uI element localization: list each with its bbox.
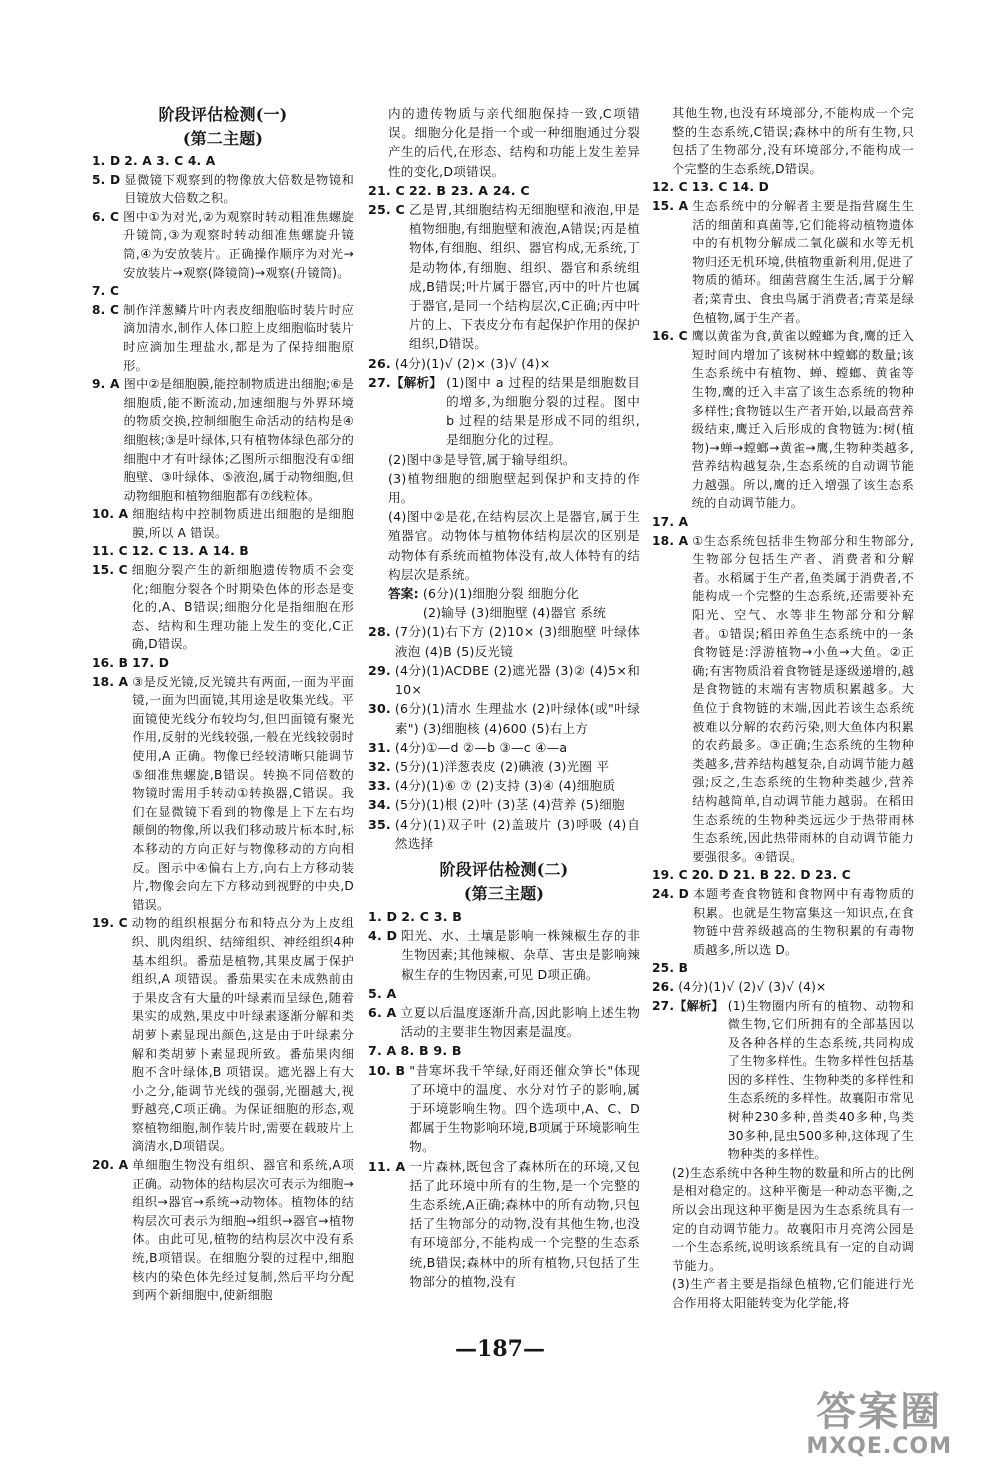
answer-text: 一片森林,既包含了森林所在的环境,又包括了此环境中所有的生物,是一个完整的生态系统,A正确;森林中的所有动物,只包括了生物部分的动物,没有其他生物,也没有环境部分,不能构成一个完整的生态系统,B错误;森林中的所有植物,只包括了生物部分的植物,没有 — [409, 1158, 640, 1289]
answer-text: (1)图中 a 过程的结果是细胞数目的增多,为细胞分裂的过程。图中 b 过程的结果是形成不同的组织,是细胞分化的过程。 — [446, 374, 640, 448]
answer-text: (7分)(1)右下方 (2)10× (3)细胞壁 叶绿体 液泡 (4)B (5)反光镜 — [394, 624, 640, 659]
answer-text: (4分)①—d ②—b ③—c ④—a — [394, 739, 568, 755]
page-number: —187— — [455, 1336, 545, 1362]
answer-item — [368, 1157, 640, 1291]
explanation-27 — [368, 450, 640, 584]
answer-item — [652, 978, 914, 997]
continued-text: 内的遗传物质与亲代细胞保持一致,C项错误。细胞分化是指一个或一种细胞通过分裂产生的后代,在形态、结构和功能上发生差异性的变化,D项错误。 — [388, 106, 640, 179]
answer-list — [368, 907, 640, 1291]
answer-number: 25. C — [368, 202, 405, 218]
answer-item — [92, 152, 354, 171]
column-middle — [368, 104, 640, 1291]
continued-text: 其他生物,也没有环境部分,不能构成一个完整的生态系统,C错误;森林中的所有生物,只包括了生物部分,没有环境部分,不能构成一个完整的生态系统,D错误。 — [672, 106, 914, 176]
answer-number: 20. A — [92, 1158, 129, 1173]
answer-text: (5分)(1)根 (2)叶 (3)茎 (4)营养 (5)细胞 — [394, 797, 625, 813]
explanation-27 — [652, 1164, 914, 1313]
answer-item — [92, 375, 354, 505]
answer-number: 1. D — [92, 154, 121, 168]
answer-item — [92, 914, 354, 1156]
answer-number: 9. A — [92, 377, 120, 392]
answer-text: 本题考查食物链和食物网中有毒物质的积累。也就是生物富集这一知识点,在食物链中营养级越高的生物积累的有毒物质越多,所以选 D。 — [692, 886, 914, 957]
answer-number: 15. A — [652, 198, 689, 213]
answer-number: 19. C — [92, 916, 128, 931]
section-title: 阶段评估检测(二) — [439, 859, 569, 879]
answer-text: 2. A 3. C 4. A — [124, 154, 216, 168]
answer-number: 4. D — [368, 928, 398, 944]
answer-item — [92, 301, 354, 375]
paragraph: (3)植物细胞的细胞壁起到保护和支持的作用。 — [388, 470, 640, 506]
answer-text: ③是反光镜,反光镜共有两面,一面为平面镜,一面为凹面镜,其用途是收集光线。平面镜使光线分布较均匀,但凹面镜有聚光作用,反射的光线较强,一般在光线较弱时使用,A 正确。物像已经较清晰只能调节⑤细准焦螺旋,B错误。转换不同倍数的物镜时需用手转动①转换器,C错误。我们在显微镜下看到的物像是上下左右均颠倒的物像,所以我们移动玻片标本时,标本移动的方向正好与物像移动的方向相反。图示中④偏右上方,向右上方移动装片,物像会向左下方移动到视野的中央,D错误。 — [132, 674, 354, 912]
answer-text: (4分)(1)双子叶 (2)盖玻片 (3)呼吸 (4)自然选择 — [394, 816, 640, 851]
answer-text: ①生态系统包括非生物部分和生物部分,生物部分包括生产者、消费者和分解者。水稻属于生产者,鱼类属于消费者,不能构成一个完整的生态系统,还需要补充阳光、空气、水等非生物部分和分解者。①错误;稻田养鱼生态系统中的一条食物链是:浮游植物→小鱼→大鱼。②正确;有害物质沿着食物链是逐级递增的,越是食物链的末端有害物质积累越多。大鱼位于食物链的末端,因此若该生态系统被难以分解的农药污染,则大鱼体内积累的农药最多。③正确;生态系统的生物种类越多,营养结构越复杂,自动调节能力越强;反之,生态系统的生物种类越少,营养结构越简单,自动调节能力越弱。在稻田生态系统的生物种类远远少于热带雨林生态系统,因此热带雨林的自动调节能力要强很多。④错误。 — [692, 533, 914, 864]
answer-label: 答案: — [388, 586, 419, 602]
paragraph: (3)生产者主要是指绿色植物,它们能进行光合作用将太阳能转变为化学能,将 — [672, 1277, 914, 1310]
answer-text: 乙是胃,其细胞结构无细胞壁和液泡,甲是植物细胞,有细胞壁和液泡,A错误;丙是植物体,有细胞、组织、器官构成,无系统,丁是动物体,有细胞、组织、器官和系统组成,B错误;叶片属于器官,丙中的叶片也属于器官,是同一个结构层次,C正确;丙中叶片的上、下表皮分布有起保护作用的保护组织,D错误。 — [408, 202, 640, 352]
answer-text: 图中②是细胞膜,能控制物质进出细胞;⑥是细胞质,能不断流动,加速细胞与外界环境的物质交换,控制细胞生命活动的结构是④细胞核;③是叶绿体,只有植物体绿色部分的细胞中才有叶绿体;乙图所示细胞没有①细胞壁、③叶绿体、⑤液泡,属于动物细胞,但动物细胞和植物细胞都有⑦线粒体。 — [123, 377, 354, 503]
answer-text: 2. C 3. B — [401, 908, 463, 924]
answer-text: (5分)(1)洋葱表皮 (2)碘液 (3)光圈 平 — [394, 758, 610, 774]
answer-text: (1)生物圈内所有的植物、动物和微生物,它们所拥有的全部基因以及各种各样的生态系统,共同构成了生物多样性。生物多样性包括基因的多样性、生物种类的多样性和生态系统的多样性。故襄阳市常见树种230多种,兽类40多种,鸟类30多种,昆虫500多种,这体现了生物种类的多样性。 — [727, 998, 914, 1162]
answer-text: 22. B 23. A 24. C — [408, 182, 530, 198]
answer-number: 11. C — [92, 544, 128, 559]
answer-text: (4分)(1)⑥ ⑦ (2)支持 (3)④ (4)细胞质 — [394, 778, 616, 794]
answer-item — [368, 1041, 640, 1060]
answer-number: 11. A — [368, 1158, 406, 1174]
answer-item — [92, 208, 354, 282]
answer-text: (4分)(1)√ (2)√ (3)√ (4)× — [678, 979, 827, 994]
paragraph: (2)输导 (3)细胞壁 (4)器官 系统 — [422, 605, 606, 621]
answer-item — [92, 654, 354, 673]
column-left — [92, 104, 354, 1305]
answer-number: 35. — [368, 816, 391, 832]
answer-text: 17. D — [132, 656, 170, 671]
answer-number: 5. D — [92, 172, 121, 187]
answer-number: 1. D — [368, 908, 398, 924]
answer-item — [652, 866, 914, 885]
watermark-url: MXQE.COM — [806, 1434, 952, 1459]
answer-text: (4分)(1)√ (2)× (3)√ (4)× — [394, 355, 551, 371]
answer-number: 32. — [368, 758, 391, 774]
answer-item — [368, 1061, 640, 1157]
answer-number: 24. D — [652, 886, 689, 901]
answer-item — [652, 885, 914, 959]
answer-list — [92, 152, 354, 1305]
answer-number: 31. — [368, 739, 391, 755]
section-subtitle: (第二主题) — [182, 129, 264, 148]
answer-item — [368, 795, 640, 814]
answer-number: 30. — [368, 701, 391, 717]
watermark-logo — [806, 1390, 952, 1434]
answer-item — [92, 561, 354, 654]
answer-item — [368, 776, 640, 795]
answer-number: 17. A — [652, 515, 689, 530]
answer-text: 13. C 14. D — [691, 180, 769, 195]
answer-item — [368, 926, 640, 984]
section-title: 阶段评估检测(一) — [158, 105, 288, 124]
answer-number: 21. C — [368, 182, 405, 198]
answer-text: 阳光、水、土壤是影响一株辣椒生存的非生物因素;其他辣椒、杂草、害虫是影响辣椒生存的生物因素,可见 D项正确。 — [401, 928, 640, 982]
answer-text: 8. B 9. B — [400, 1043, 462, 1059]
answer-text: (4分)(1)ACDBE (2)遮光器 (3)② (4)5×和10× — [394, 662, 640, 698]
answer-item — [368, 815, 640, 853]
answer-item — [652, 197, 914, 327]
section-subtitle: (第三主题) — [463, 883, 545, 903]
answer-number: 12. C — [652, 180, 688, 195]
answer-text: "昔寒坏我千竿绿,好雨还催众笋长"体现了环境中的温度、水分对竹子的影响,属于环境影响生物。四个选项中,A、C、D都属于生物影响环境,B项属于环境影响生物。 — [409, 1062, 640, 1155]
answer-item — [368, 699, 640, 737]
answer-item — [92, 505, 354, 542]
answer-item — [368, 354, 640, 373]
answer-list — [368, 181, 640, 450]
answer-item — [368, 984, 640, 1003]
answer-item — [368, 200, 640, 354]
answer-item — [368, 738, 640, 757]
answer-text: 鹰以黄雀为食,黄雀以螳螂为食,鹰的迁入短时间内增加了该树林中螳螂的数量;该生态系统中有植物、蝉、螳螂、黄雀等生物,鹰的迁入丰富了该生态系统的物种多样性;食物链以生产者开始,以最高营养级结束,鹰迁入后形成的食物链为:树(植物)→蝉→螳螂→黄雀→鹰,生物种类越多,营养结构越复杂,生态系统的自动调节能力越强。所以,鹰的迁入增强了该生态系统的自动调节能力。 — [691, 329, 914, 511]
answer-text: 显微镜下观察到的物像放大倍数是物镜和目镜放大倍数之积。 — [124, 172, 354, 206]
answer-list — [652, 178, 914, 1163]
answer-number: 18. A — [92, 674, 129, 689]
answer-item — [92, 171, 354, 208]
answer-item — [652, 178, 914, 197]
answer-text: 动物的组织根据分布和特点分为上皮组织、肌肉组织、结缔组织、神经组织4种基本组织。番茄是植物,其果皮属于保护组织,A 项错误。番茄果实在未成熟前由于果皮含有大量的叶绿素而呈绿色,随着果实的成熟,果皮中叶绿素逐渐分解和类胡萝卜素显现出颜色,这是由于叶绿素分解和类胡萝卜素显现所致。番茄果肉细胞不含叶绿体,B 项错误。遮光器上有大小之分,能调节光线的强弱,光圈越大,视野越亮,C项正确。为保证细胞的形态,观察植物细胞,制作装片时,需要在载玻片上滴清水,D项错误。 — [131, 916, 354, 1154]
answer-number: 16. C — [652, 329, 688, 344]
answer-number: 8. C — [92, 302, 120, 317]
answer-text: 制作洋葱鳞片叶内表皮细胞临时装片时应滴加清水,制作人体口腔上皮细胞临时装片时应滴加生理盐水,都是为了保持细胞原形。 — [123, 302, 354, 373]
answer-item — [652, 959, 914, 978]
answer-number: 7. C — [92, 284, 120, 299]
answer-item — [368, 661, 640, 699]
paragraph: (2)图中③是导管,属于输导组织。 — [388, 451, 576, 467]
answer-number: 18. A — [652, 533, 689, 548]
answer-item — [368, 181, 640, 200]
answer-number: 10. B — [368, 1062, 406, 1078]
answer-list — [368, 622, 640, 852]
answer-item — [652, 513, 914, 532]
answer-item — [652, 532, 914, 867]
answer-number: 5. A — [368, 985, 397, 1001]
answer-number: 6. A — [368, 1004, 397, 1020]
answer-number: 29. — [368, 662, 391, 678]
answer-number: 15. C — [92, 563, 128, 578]
paragraph: (4)图中②是花,在结构层次上是器官,属于生殖器官。动物体与植物体结构层次的区别是动物体有系统而植物体没有,故人体特有的结构层次是系统。 — [388, 509, 640, 582]
answer-number: 19. C — [652, 868, 688, 883]
answer-text: 立夏以后温度逐渐升高,因此影响上述生物活动的主要非生物因素是温度。 — [400, 1004, 640, 1040]
answer-text: 图中①为对光,②为观察时转动粗准焦螺旋升镜筒,③为观察时转动细准焦螺旋升镜筒,④为安放装片。正确操作顺序为对光→安放装片→观察(降镜筒)→观察(升镜筒)。 — [123, 209, 354, 280]
answer-item — [652, 997, 914, 1164]
answer-number: 28. — [368, 624, 391, 640]
answer-number: 25. B — [652, 961, 689, 976]
answer-item — [92, 282, 354, 301]
paragraph: (6分)(1)细胞分裂 细胞分化 — [422, 586, 580, 602]
answer-item — [368, 622, 640, 660]
column-right — [652, 104, 914, 1313]
answer-item — [92, 673, 354, 915]
answer-number: 27.【解析】 — [368, 374, 443, 390]
answer-item — [368, 757, 640, 776]
answer-item — [92, 1156, 354, 1305]
answer-text: 生态系统中的分解者主要是指营腐生生活的细菌和真菌等,它们能将动植物遗体中的有机物分解成二氧化碳和水等无机物归还无机环境,供植物重新利用,促进了物质的循环。细菌营腐生生活,属于分解者;菜青虫、食虫鸟属于消费者;青菜是绿色植物,属于生产者。 — [692, 198, 914, 325]
answer-number: 33. — [368, 778, 391, 794]
answer-item — [368, 373, 640, 450]
answer-item — [368, 907, 640, 926]
answer-number: 16. B — [92, 656, 129, 671]
answer-number: 26. — [368, 355, 391, 371]
answer-number: 6. C — [92, 209, 120, 224]
answer-item — [368, 1003, 640, 1041]
watermark-logo-text: 答案圈 — [816, 1389, 943, 1435]
answer-text: 细胞结构中控制物质进出细胞的是细胞膜,所以 A 错误。 — [132, 507, 354, 540]
answer-item — [652, 327, 914, 513]
answer-number: 34. — [368, 797, 391, 813]
answer-text: 20. D 21. B 22. D 23. C — [691, 868, 851, 883]
answer-number: 26. — [652, 979, 675, 994]
answer-text: 细胞分裂产生的新细胞遗传物质不会变化;细胞分裂各个时期染色体的形态是变化的,A、B错误;细胞分化是指细胞在形态、结构和生理功能上发生的变化,C正确,D错误。 — [131, 563, 354, 652]
answer-text: 单细胞生物没有组织、器官和系统,A项正确。动物体的结构层次可表示为细胞→组织→器官→系统→动物体。植物体的结构层次可表示为细胞→组织→器官→植物体。由此可见,植物的结构层次中没有系统,B项错误。在细胞分裂的过程中,细胞核内的染色体先经过复制,然后平均分配到两个新细胞中,使新细胞 — [132, 1158, 354, 1303]
paragraph: (2)生态系统中各种生物的数量和所占的比例是相对稳定的。这种平衡是一种动态平衡,之所以会出现这种平衡是因为生态系统具有一定的自动调节能力。故襄阳市月亮湾公园是一个生态系统,说明该系统具有一定的自动调节能力。 — [672, 1165, 914, 1273]
answer-item — [92, 542, 354, 561]
answer-number: 10. A — [92, 507, 129, 522]
watermark — [806, 1390, 952, 1459]
answer-number: 27.【解析】 — [652, 998, 724, 1013]
answer-text: 12. C 13. A 14. B — [131, 544, 249, 559]
answer-block — [368, 584, 640, 622]
answer-number: 7. A — [368, 1043, 397, 1059]
answer-lines — [423, 584, 640, 622]
answer-text: (6分)(1)清水 生理盐水 (2)叶绿体(或"叶绿素") (3)细胞核 (4)600 (5)右上方 — [394, 701, 640, 736]
